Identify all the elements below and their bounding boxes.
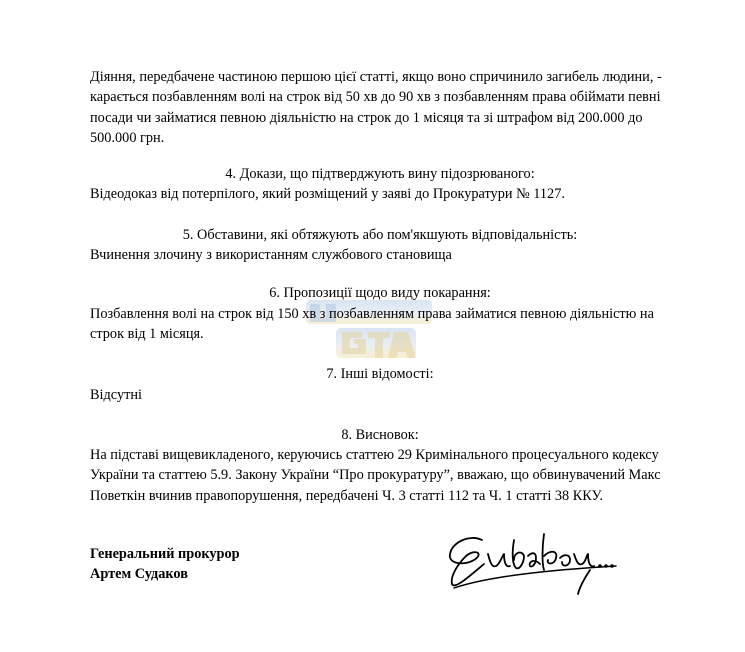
section-6-heading: 6. Пропозиції щодо виду покарання: xyxy=(269,285,491,302)
intro-paragraph: Діяння, передбачене частиною першою цієї статті, якщо воно спричинило загибель людини, - карається позбавленням волі на строк від 50 хв до 90 хв з позбавленням права обіймати певні посади чи займатися певною діяльністю на строк до 1 місяця та зі штрафом від 200.000 до 500.000 грн. xyxy=(90,69,662,146)
section-8-body: На підставі вищевикладеного, керуючись статтею 29 Кримінального процесуального кодексу України та статтею 5.9. Закону України “Про прокуратуру”, вважаю, що обвинувачений Макс Поветкін вчинив правопорушення, передбачені Ч. 3 статті 112 та Ч. 1 статті 38 ККУ. xyxy=(90,447,661,504)
signoff-block xyxy=(90,544,240,585)
section-5-body: Вчинення злочину з використанням службового становища xyxy=(90,247,452,264)
signoff-name: Артем Судаков xyxy=(90,566,188,583)
section-7-body: Відсутні xyxy=(90,386,142,403)
section-8-heading: 8. Висновок: xyxy=(341,426,419,443)
section-7-heading: 7. Інші відомості: xyxy=(326,366,434,383)
section-6-body: Позбавлення волі на строк від 150 хв з позбавленням права займатися певною діяльністю на строк від 1 місяця. xyxy=(90,305,654,342)
signature-icon xyxy=(440,520,630,600)
section-4-heading: 4. Докази, що підтверджують вину підозрюваного: xyxy=(225,166,535,183)
section-5-heading: 5. Обставини, які обтяжують або пом'якшують відповідальність: xyxy=(182,226,578,243)
document-body xyxy=(90,67,670,506)
signoff-position: Генеральний прокурор xyxy=(90,546,240,562)
section-4-body: Відеодоказ від потерпілого, який розміщений у заяві до Прокуратури № 1127. xyxy=(90,186,565,203)
